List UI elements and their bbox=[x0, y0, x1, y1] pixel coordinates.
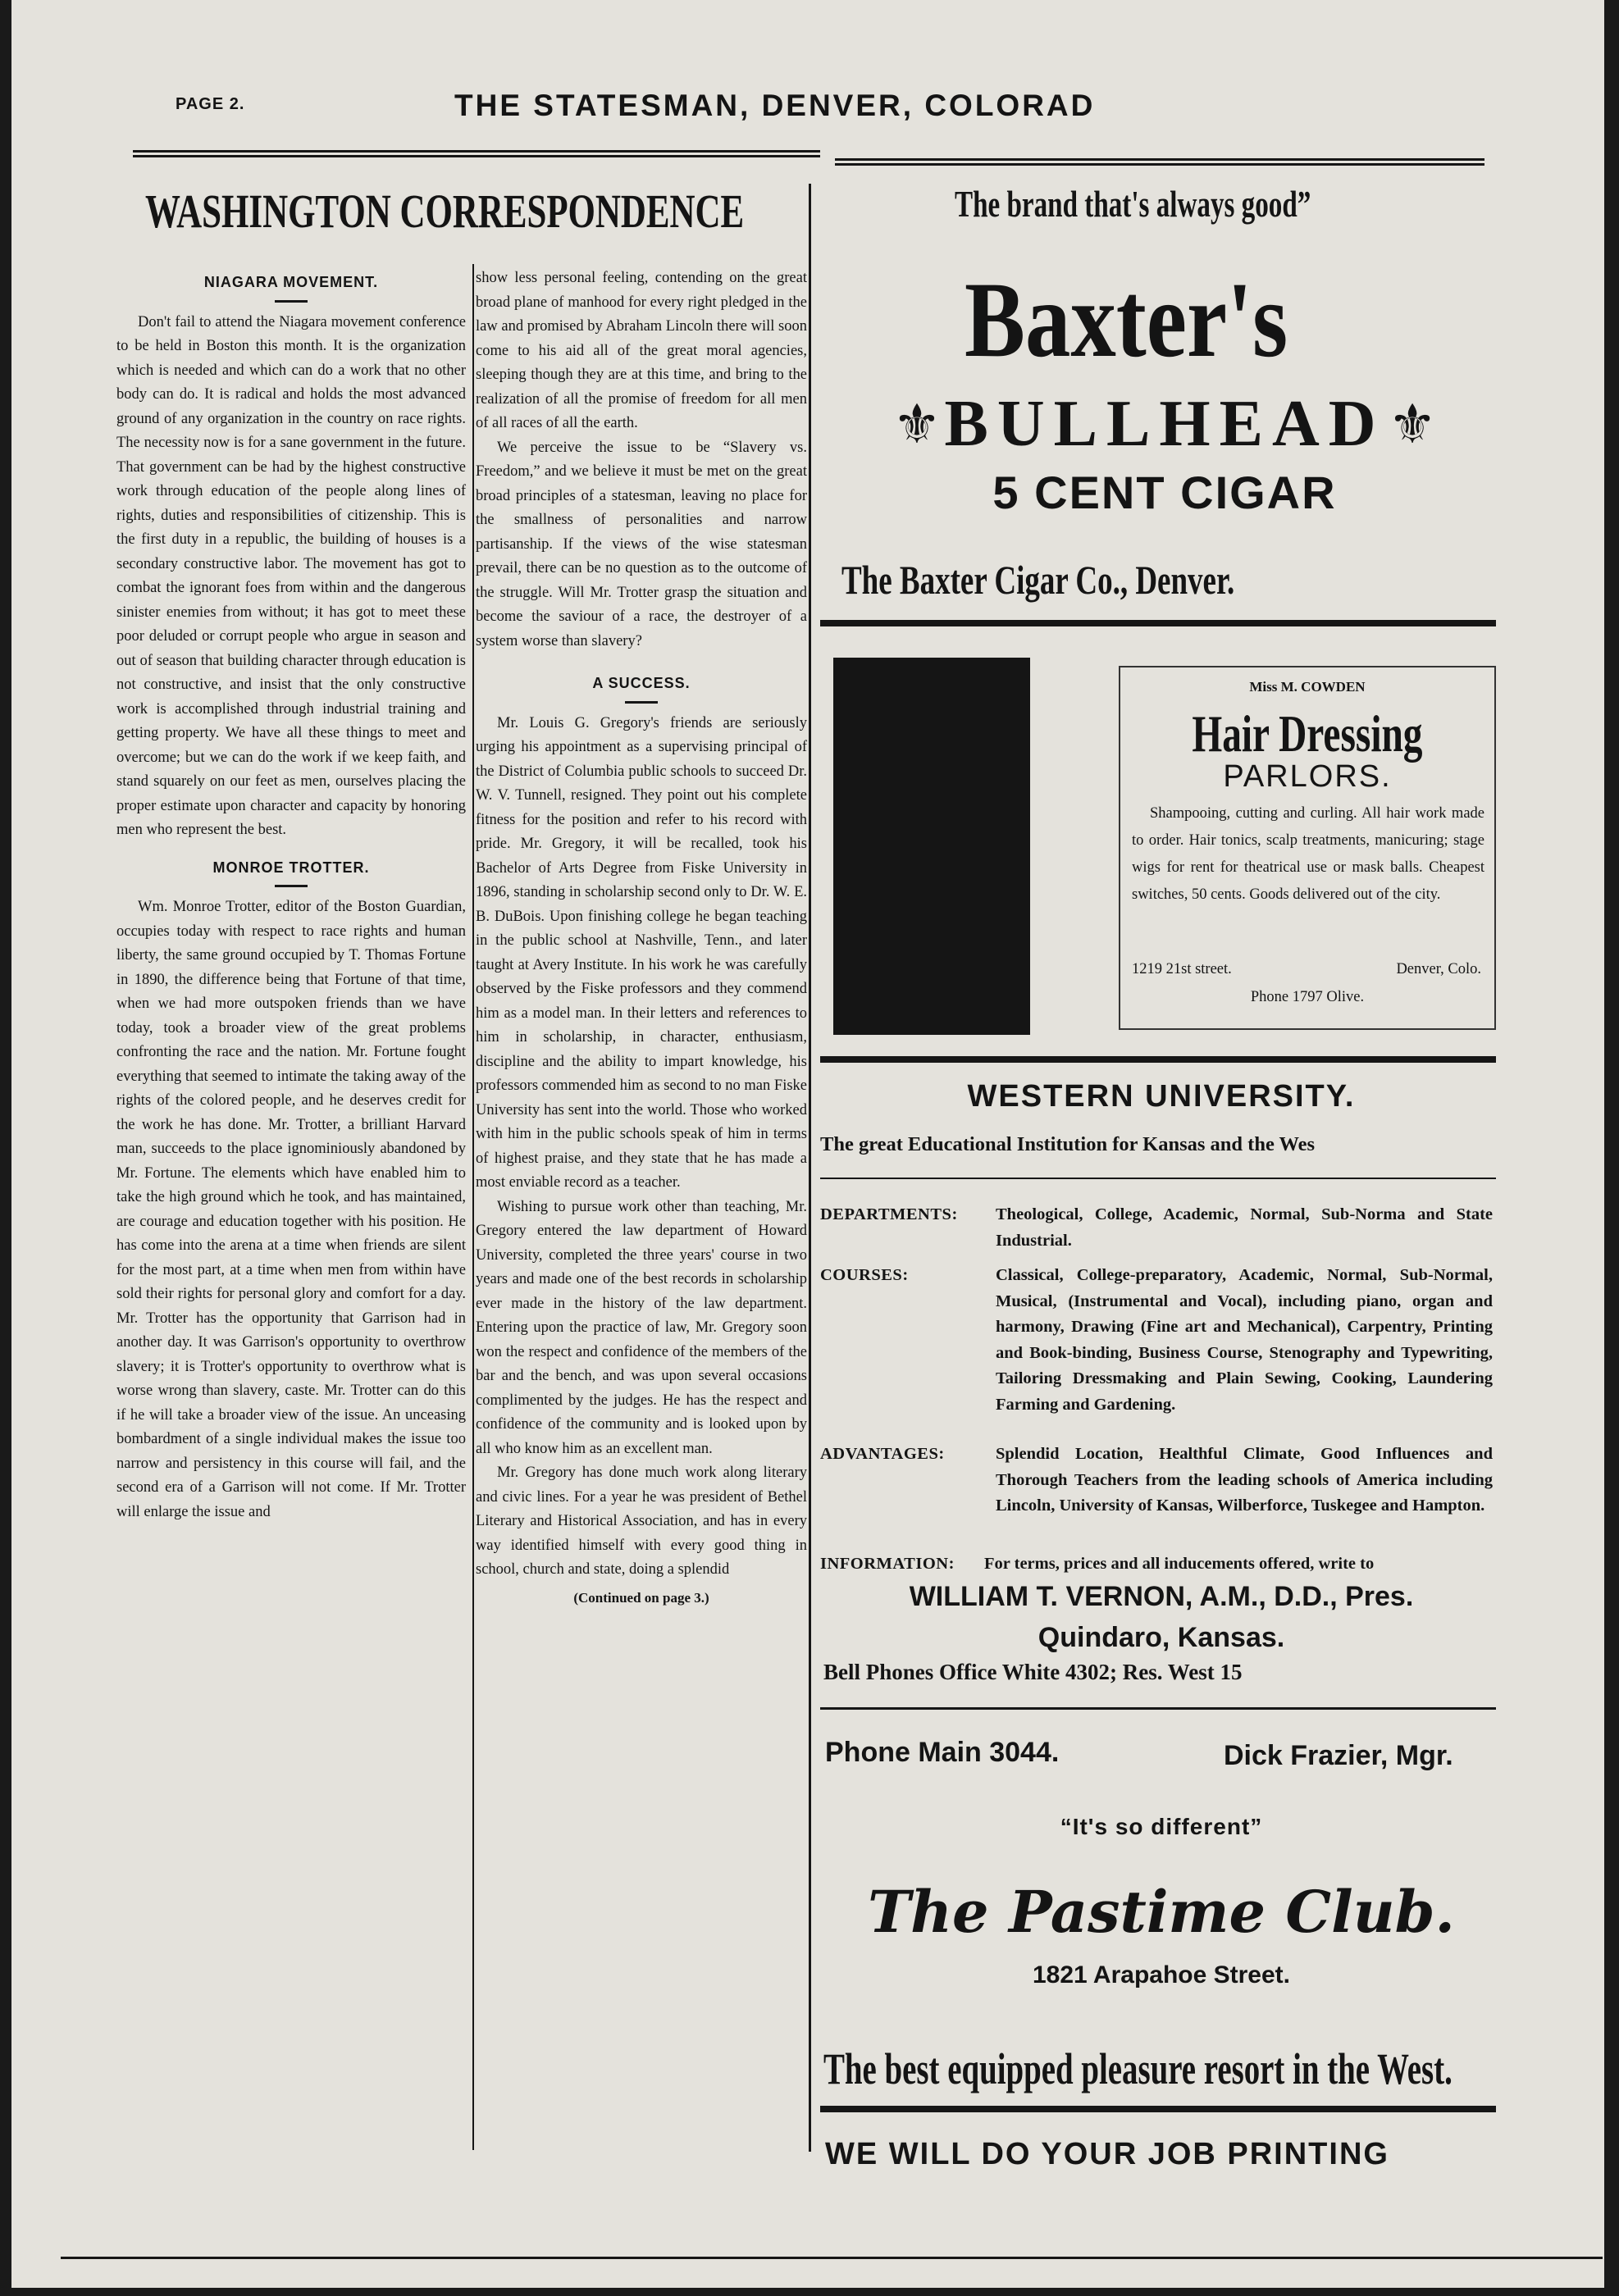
western-phones: Bell Phones Office White 4302; Res. West 15 bbox=[823, 1660, 1243, 1684]
cowden-ad-box bbox=[1119, 666, 1496, 1030]
ad-divider bbox=[820, 1707, 1496, 1710]
column-rule-inner bbox=[472, 264, 474, 2150]
cowden-title bbox=[1120, 704, 1494, 764]
western-president: WILLIAM T. VERNON, A.M., D.D., Pres. bbox=[909, 1581, 1414, 1612]
column-2 bbox=[476, 266, 807, 1610]
baxter-brand: Baxter's bbox=[965, 259, 1288, 380]
column-1 bbox=[116, 264, 466, 1524]
baxter-tagline: The brand that's always good” bbox=[955, 183, 1311, 225]
baxter-subtitle: 5 CENT CIGAR bbox=[992, 467, 1337, 518]
cowden-phone: Phone 1797 Olive. bbox=[1250, 989, 1365, 1005]
pastime-phone: Phone Main 3044. bbox=[825, 1737, 1060, 1768]
cowden-city: Denver, Colo. bbox=[1396, 961, 1481, 977]
cowden-title-text: Hair Dressing bbox=[1192, 704, 1423, 763]
western-subtitle: The great Educational Institution for Kansas and the Wes bbox=[820, 1133, 1316, 1155]
ad-divider bbox=[820, 1056, 1496, 1063]
pastime-name: The Pastime Club. bbox=[868, 1878, 1455, 1946]
heading-dash bbox=[275, 885, 308, 887]
baxter-product: BULLHEAD bbox=[944, 388, 1385, 460]
trotter-heading: MONROE TROTTER. bbox=[212, 859, 370, 876]
section-title: WASHINGTON CORRESPONDENCE bbox=[145, 184, 745, 238]
col2-paragraph-1: show less personal feeling, contending on the great broad plane of manhood for every right pledged in the law and promised by Abraham Lincoln there will soon come to his aid all of the great moral agencies, sleeping though they are at this time, and bring to the realization of all the promise of freedom for all men of all races of all the earth. bbox=[476, 270, 807, 431]
heading-dash bbox=[625, 701, 658, 704]
header-rule-right bbox=[835, 158, 1484, 166]
page-number: PAGE 2. bbox=[176, 95, 245, 113]
pastime-address: 1821 Arapahoe Street. bbox=[1032, 1961, 1291, 1988]
cowden-photo bbox=[833, 658, 1030, 1035]
western-title: WESTERN UNIVERSITY. bbox=[967, 1079, 1356, 1114]
col2-paragraph-2: We perceive the issue to be “Slavery vs. Freedom,” and we believe it must be met on the great broad principles of a statesman, leaving no place for the smallness of personalities and narrow partisanship. If the views of the wise statesman prevail, there can be no question as to the outcome of the struggle. Will Mr. Trotter grasp the situation and become the saviour of a race, the destroyer of a system worse than slavery? bbox=[476, 439, 807, 649]
western-location: Quindaro, Kansas. bbox=[1038, 1622, 1285, 1653]
western-advantages bbox=[820, 1442, 1496, 1547]
baxter-product-line bbox=[830, 387, 1499, 462]
advantages-text: Splendid Location, Healthful Climate, Good Influences and Thorough Teachers from the leading schools of America including Lincoln, University of Kansas, Wilberforce, Tuskegee and Hampton. bbox=[996, 1445, 1493, 1515]
niagara-paragraph: Don't fail to attend the Niagara movement conference to be held in Boston this month. It is the organization which is needed and which can do a work that no other body can do. It is radical and holds the most advanced ground of any organization in the country on race rights. The necessity now is for a sane government in the future. That government can be had by the highest constructive work through education of the people along lines of rights, duties and responsibilities of citizenship. This is the first duty in a republic, the building of houses is a secondary constructive labor. The movement has got to combat the ignorant foes from within and the dangerous sinister enemies from without; it has got to meet these poor deluded or corrupt people who argue in season and out of season that building character through education is not constructive, and insist that the only constructive work is accomplished through industrial training and getting property. We have all these things to meet and overcome; but we can do the work if we keep faith, and stand squarely on our feet as men, ourselves placing the proper estimate upon character and capacity by honoring men who represent the best. bbox=[116, 313, 466, 838]
courses-text: Classical, College-preparatory, Academic, Normal, Sub-Normal, Musical, (Instrumental and Vocal), including piano, organ and harmony, Drawing (Fine art and Mechanical), Carpentry, Printing and Book-binding, Business Course, Stenography and Typewriting, Tailoring Dressmaking and Plain Sewing, Cooking, Laundering Farming and Gardening. bbox=[996, 1266, 1493, 1414]
courses-label: COURSES: bbox=[820, 1266, 909, 1284]
masthead: THE STATESMAN, DENVER, COLORAD bbox=[454, 89, 1096, 122]
information-text: For terms, prices and all inducements offered, write to bbox=[984, 1555, 1375, 1573]
success-heading: A SUCCESS. bbox=[592, 675, 691, 691]
cowden-subtitle: PARLORS. bbox=[1223, 759, 1392, 794]
baxter-company: The Baxter Cigar Co., Denver. bbox=[841, 557, 1235, 603]
fleuron-icon: ⚜ bbox=[892, 393, 942, 456]
ad-divider bbox=[820, 620, 1496, 626]
header-rule-left bbox=[133, 150, 820, 157]
pastime-slogan: “It's so different” bbox=[1060, 1814, 1263, 1839]
col2-paragraph-4: Wishing to pursue work other than teaching, Mr. Gregory entered the law department of Howard University, completed the three years' course in two years and made one of the best records in scholarship ever made in the history of the law department. Entering upon the practice of law, Mr. Gregory soon won the respect and confidence of the members of the bar and the bench, and was upon several occasions complimented by the judges. He has the respect and confidence of the community and is looked upon by all who know him as an excellent man. bbox=[476, 1198, 807, 1457]
cowden-address: 1219 21st street. bbox=[1132, 961, 1232, 977]
departments-label: DEPARTMENTS: bbox=[820, 1205, 958, 1223]
bottom-rule bbox=[61, 2257, 1603, 2259]
western-information bbox=[820, 1551, 1496, 1579]
column-rule-main bbox=[809, 184, 811, 2152]
ad-divider bbox=[820, 2106, 1496, 2112]
information-label: INFORMATION: bbox=[820, 1555, 955, 1573]
cowden-proprietor: Miss M. COWDEN bbox=[1249, 679, 1366, 695]
trotter-paragraph: Wm. Monroe Trotter, editor of the Boston Guardian, occupies today with respect to race rights and human liberty, the same ground occupied by T. Thomas Fortune in 1890, the difference being that Fortune of that time, when we had more outspoken friends than we have today, took a broader view of the great problems confronting the race and the nation. Mr. Fortune fought everything that seemed to intimate the taking away of the rights of the colored people, and he deserves credit for the work he has done. Mr. Trotter, a brilliant Harvard man, succeeds to the place ignominiously abandoned by Mr. Fortune. The elements which have enabled him to take the high ground which he took, and has maintained, are courage and education together with his position. He has come into the arena at a time when friends are silent for the most part, at a time when men from within have sold their rights for personal glory and comfort for a day. Mr. Trotter has the opportunity that Garrison had in another day. It was Garrison's opportunity to overthrow slavery; it is Trotter's opportunity to overthrow what is worse wrong than slavery, caste. Mr. Trotter can do this if he will take a broader view of the issue. An unceasing bombardment of a single individual makes the issue too narrow and persistency in this course will fail, and the second era of a Garrison will not come. If Mr. Trotter will enlarge the issue and bbox=[116, 899, 466, 1520]
continued-note: (Continued on page 3.) bbox=[573, 1589, 709, 1606]
col2-paragraph-5: Mr. Gregory has done much work along literary and civic lines. For a year he was president of Bethel Literary and Historical Association, and has in every way identified himself with every good thing in school, church and state, doing a splendid bbox=[476, 1465, 807, 1578]
newspaper-page bbox=[11, 0, 1604, 2288]
western-courses bbox=[820, 1263, 1496, 1460]
pastime-tagline: The best equipped pleasure resort in the West. bbox=[823, 2044, 1453, 2093]
western-departments bbox=[820, 1202, 1496, 1255]
job-printing: WE WILL DO YOUR JOB PRINTING bbox=[825, 2137, 1389, 2171]
heading-dash bbox=[275, 300, 308, 303]
ad-divider-thin bbox=[820, 1178, 1496, 1179]
advantages-label: ADVANTAGES: bbox=[820, 1445, 945, 1463]
cowden-body: Shampooing, cutting and curling. All hair work made to order. Hair tonics, scalp treatments, manicuring; stage wigs for rent for theatrical use or mask balls. Cheapest switches, 50 cents. Goods delivered out of the city. bbox=[1132, 805, 1484, 903]
pastime-manager: Dick Frazier, Mgr. bbox=[1224, 1740, 1453, 1771]
niagara-heading: NIAGARA MOVEMENT. bbox=[203, 274, 379, 290]
departments-text: Theological, College, Academic, Normal, Sub-Norma and State Industrial. bbox=[996, 1205, 1493, 1250]
fleuron-icon: ⚜ bbox=[1388, 393, 1437, 456]
col2-paragraph-3: Mr. Louis G. Gregory's friends are seriously urging his appointment as a supervising principal of the District of Columbia public schools to succeed Dr. W. V. Tunnell, resigned. They point out his complete fitness for the position and refer to his record with pride. Mr. Gregory, it will be recalled, took his Bachelor of Arts Degree from Fiske University in 1896, standing in scholarship second only to Dr. W. E. B. DuBois. Upon finishing college he began teaching in the public school at Nashville, Tenn., and later taught at Avery Institute. In his work he was carefully observed by the Fiske professors and they commend him as a model man. In their letters and references to him in scholarship, in character, enthusiasm, discipline and the ability to impart knowledge, his professors commended him as second to no man Fiske University has sent into the world. Those who worked with him in the public schools speak of him in terms of highest praise, and they state that he has made a most enviable record as a teacher. bbox=[476, 714, 807, 1191]
